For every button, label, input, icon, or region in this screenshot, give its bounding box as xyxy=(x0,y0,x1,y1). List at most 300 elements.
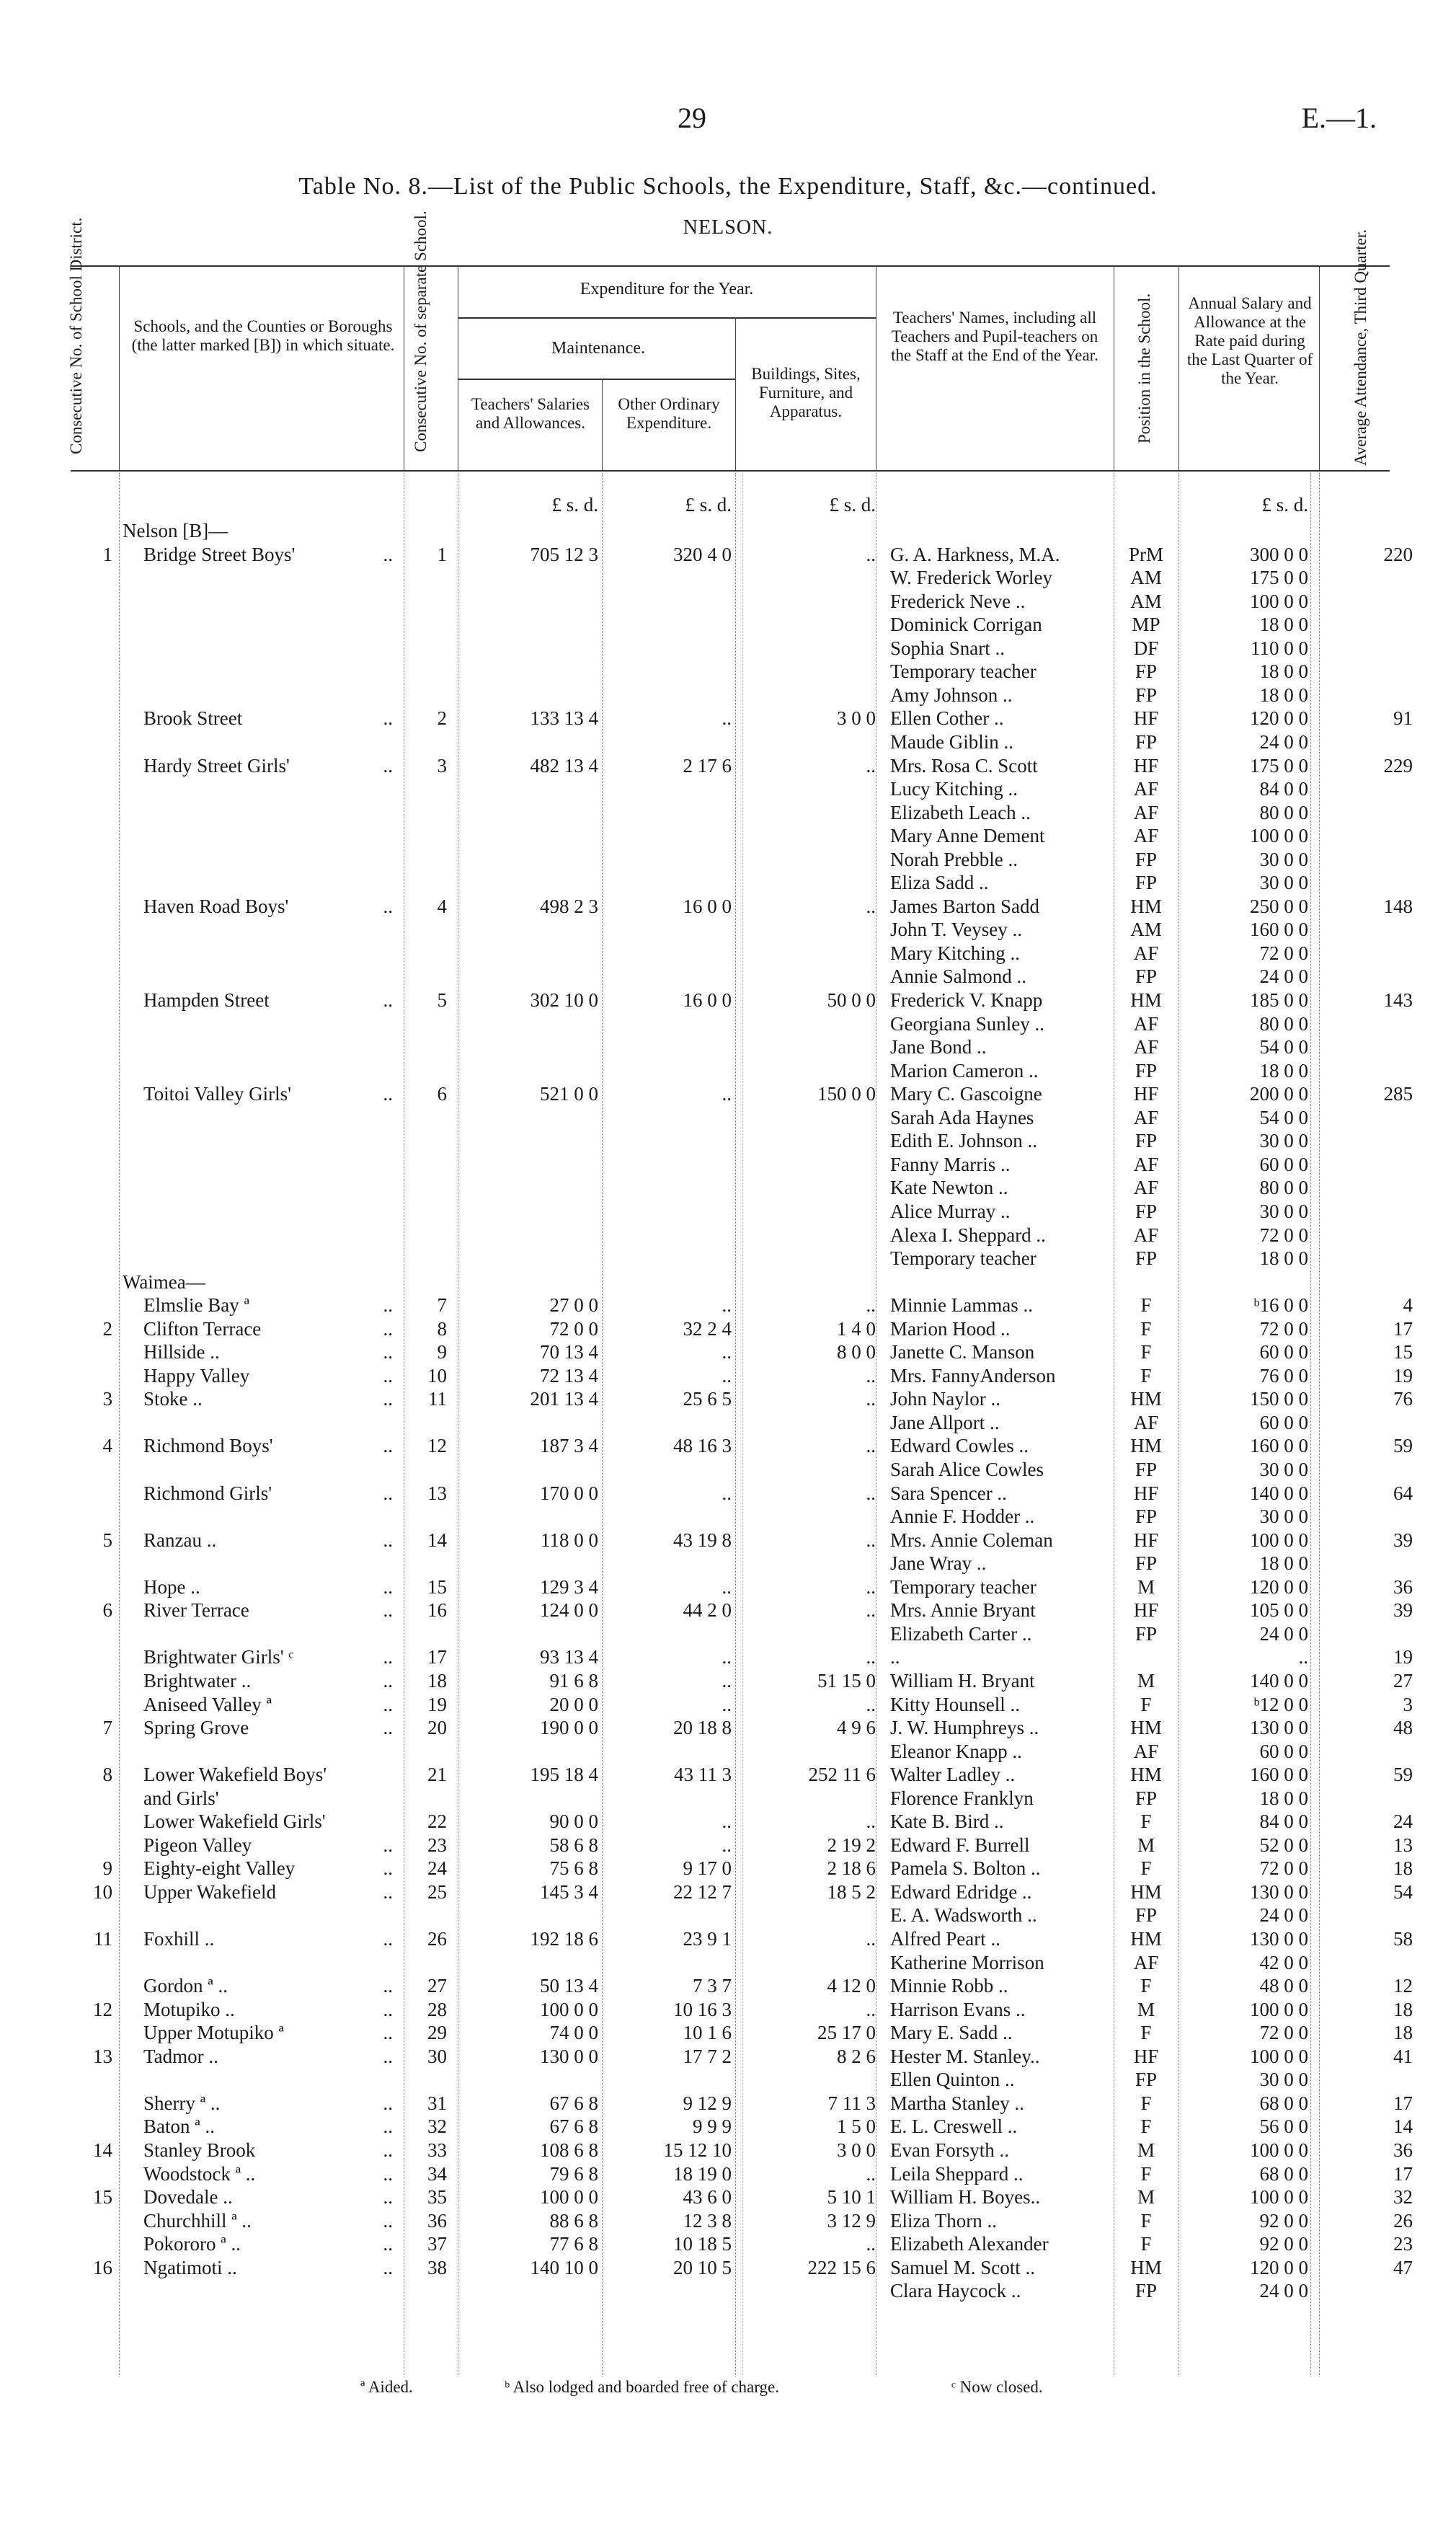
other-expenditure-cell: 22 12 7 xyxy=(673,1880,732,1903)
annual-salary-cell: 100 0 0 xyxy=(1250,1529,1308,1551)
salaries-cell: 100 0 0 xyxy=(540,2186,598,2208)
table-row xyxy=(0,2185,1456,2208)
school-name: Tadmor .. xyxy=(143,2045,218,2067)
table-row xyxy=(0,1927,1456,1950)
col-divider xyxy=(1178,265,1179,470)
annual-salary-cell: 18 0 0 xyxy=(1259,660,1308,683)
salaries-cell: 91 6 8 xyxy=(549,1669,598,1692)
salaries-cell: 302 10 0 xyxy=(530,989,598,1011)
annual-salary-cell: 80 0 0 xyxy=(1259,1177,1308,1199)
annual-salary-cell: 160 0 0 xyxy=(1250,919,1308,941)
header-teachers: Teachers' Names, including all Teachers and Pupil-teachers on the Staff at the End of the Year. xyxy=(891,309,1098,364)
teacher-name: Marion Cameron .. xyxy=(890,1059,1039,1082)
annual-salary-cell: 100 0 0 xyxy=(1250,2186,1308,2208)
table-row xyxy=(0,2068,1456,2091)
teacher-name: Amy Johnson .. xyxy=(890,684,1013,706)
buildings-cell: .. xyxy=(866,1294,876,1317)
district-no: 13 xyxy=(93,2045,112,2067)
salaries-cell: 187 3 4 xyxy=(540,1435,598,1457)
buildings-cell: 2 19 2 xyxy=(827,1834,876,1856)
buildings-cell: 18 5 2 xyxy=(827,1880,876,1903)
position-cell: F xyxy=(1140,1317,1152,1340)
other-expenditure-cell: 320 4 0 xyxy=(673,543,732,565)
school-name: Aniseed Valley ª xyxy=(143,1693,272,1715)
annual-salary-cell: 18 0 0 xyxy=(1259,1552,1308,1575)
teacher-name: Samuel M. Scott .. xyxy=(890,2256,1035,2278)
school-no: 5 xyxy=(437,989,447,1011)
school-no: 21 xyxy=(427,1764,447,1786)
other-expenditure-cell: 20 18 8 xyxy=(673,1717,732,1739)
attendance-cell: 148 xyxy=(1383,895,1413,917)
header-salaries: Teachers' Salaries and Allowances. xyxy=(471,395,590,432)
position-cell: FP xyxy=(1135,684,1158,706)
table-row xyxy=(0,1834,1456,1857)
attendance-cell: 18 xyxy=(1393,1857,1413,1880)
position-cell: HF xyxy=(1133,707,1159,730)
teacher-name: Clara Haycock .. xyxy=(890,2280,1021,2302)
school-name: Ranzau .. xyxy=(143,1529,217,1551)
table-row xyxy=(0,1270,1456,1294)
position-cell: FP xyxy=(1135,1200,1158,1222)
teacher-name: Kitty Hounsell .. xyxy=(890,1693,1020,1715)
district-no: 9 xyxy=(102,1857,112,1880)
school-no: 31 xyxy=(427,2092,447,2114)
leader-dots: .. xyxy=(383,2092,393,2114)
annual-salary-cell: 140 0 0 xyxy=(1250,1482,1308,1504)
table-row xyxy=(0,1505,1456,1528)
salaries-cell: 170 0 0 xyxy=(540,1482,598,1504)
other-expenditure-cell: 12 3 8 xyxy=(683,2209,732,2232)
school-name: Woodstock ª .. xyxy=(143,2162,256,2185)
school-no: 20 xyxy=(427,1717,447,1739)
buildings-cell: .. xyxy=(866,1388,876,1410)
annual-salary-cell: 60 0 0 xyxy=(1259,1153,1308,1175)
header-maintenance: Maintenance. xyxy=(551,339,645,358)
school-no: 16 xyxy=(427,1599,447,1622)
position-cell: AF xyxy=(1133,942,1159,964)
teacher-name: Frederick V. Knapp xyxy=(890,989,1043,1011)
table-row xyxy=(0,1200,1456,1223)
position-cell: FP xyxy=(1135,1904,1158,1927)
salaries-cell: 79 6 8 xyxy=(549,2162,598,2185)
table-row xyxy=(0,1998,1456,2021)
buildings-cell: .. xyxy=(866,1693,876,1715)
buildings-cell: .. xyxy=(866,1810,876,1833)
school-no: 25 xyxy=(427,1880,447,1903)
school-name: Hardy Street Girls' xyxy=(143,754,290,777)
position-cell: AM xyxy=(1130,919,1162,941)
position-cell: M xyxy=(1137,2186,1155,2208)
table-row xyxy=(0,2115,1456,2138)
buildings-cell: 25 17 0 xyxy=(817,2022,876,2044)
school-name: Hampden Street xyxy=(143,989,270,1011)
teacher-name: Evan Forsyth .. xyxy=(890,2139,1009,2161)
annual-salary-cell: 60 0 0 xyxy=(1259,1740,1308,1762)
annual-salary-cell: 72 0 0 xyxy=(1259,2022,1308,2044)
position-cell: M xyxy=(1137,1575,1155,1598)
position-cell: F xyxy=(1140,1294,1152,1317)
annual-salary-cell: 30 0 0 xyxy=(1259,1459,1308,1480)
buildings-cell: .. xyxy=(866,1998,876,2020)
annual-salary-cell: 56 0 0 xyxy=(1259,2115,1308,2138)
annual-salary-cell: 160 0 0 xyxy=(1250,1435,1308,1457)
salaries-cell: 140 10 0 xyxy=(530,2256,598,2278)
school-name: Richmond Boys' xyxy=(143,1435,273,1457)
school-name: River Terrace xyxy=(143,1599,249,1622)
teacher-name: John Naylor .. xyxy=(890,1388,1000,1410)
teacher-name: Annie Salmond .. xyxy=(890,965,1026,988)
teacher-name: Minnie Robb .. xyxy=(890,1975,1008,1997)
position-cell: F xyxy=(1140,1857,1152,1880)
annual-salary-cell: 92 0 0 xyxy=(1259,2209,1308,2232)
teacher-name: Frederick Neve .. xyxy=(890,590,1026,612)
teacher-name: Norah Prebble .. xyxy=(890,848,1018,870)
annual-salary-cell: 175 0 0 xyxy=(1250,567,1308,589)
teacher-name: Edward Cowles .. xyxy=(890,1435,1029,1457)
attendance-cell: 229 xyxy=(1383,754,1413,777)
school-name: and Girls' xyxy=(143,1787,219,1809)
position-cell: HM xyxy=(1130,895,1162,917)
annual-salary-cell: 68 0 0 xyxy=(1259,2162,1308,2185)
attendance-cell: 59 xyxy=(1393,1764,1413,1786)
school-name: Eighty-eight Valley xyxy=(143,1857,296,1880)
annual-salary-cell: 100 0 0 xyxy=(1250,2045,1308,2067)
school-name: Brook Street xyxy=(143,707,243,730)
other-expenditure-cell: .. xyxy=(722,707,732,730)
buildings-cell: .. xyxy=(866,1529,876,1551)
school-name: Brightwater .. xyxy=(143,1669,252,1692)
school-name: Nelson [B]— xyxy=(123,520,228,541)
position-cell: FP xyxy=(1135,1787,1158,1809)
teacher-name: Eliza Sadd .. xyxy=(890,872,989,894)
annual-salary-cell: 130 0 0 xyxy=(1250,1717,1308,1739)
table-row xyxy=(0,1693,1456,1716)
attendance-cell: 19 xyxy=(1393,1364,1413,1387)
buildings-cell: 5 10 1 xyxy=(827,2186,876,2208)
other-expenditure-cell: 44 2 0 xyxy=(683,1599,732,1622)
salaries-cell: 75 6 8 xyxy=(549,1857,598,1880)
buildings-cell: 222 15 6 xyxy=(807,2256,876,2278)
other-expenditure-cell: 20 10 5 xyxy=(673,2256,732,2278)
school-no: 32 xyxy=(427,2115,447,2138)
salaries-cell: 74 0 0 xyxy=(549,2022,598,2044)
teacher-name: Ellen Quinton .. xyxy=(890,2069,1015,2091)
teacher-name: Edward F. Burrell xyxy=(890,1834,1030,1856)
table-row xyxy=(0,1224,1456,1247)
annual-salary-cell: 60 0 0 xyxy=(1259,1411,1308,1433)
leader-dots: .. xyxy=(383,1435,393,1457)
salaries-cell: 118 0 0 xyxy=(541,1529,598,1551)
annual-salary-cell: 30 0 0 xyxy=(1259,848,1308,870)
annual-salary-cell: 48 0 0 xyxy=(1259,1975,1308,1997)
teacher-name: Mary Kitching .. xyxy=(890,942,1020,964)
position-cell: FP xyxy=(1135,1059,1158,1082)
position-cell: HM xyxy=(1130,1388,1162,1410)
leader-dots: .. xyxy=(383,2115,393,2138)
leader-dots: .. xyxy=(383,2209,393,2232)
position-cell: AF xyxy=(1133,1153,1159,1175)
annual-salary-cell: 18 0 0 xyxy=(1259,1247,1308,1270)
table-row xyxy=(0,989,1456,1012)
school-no: 30 xyxy=(427,2045,447,2067)
district-no: 11 xyxy=(94,1928,112,1950)
school-no: 4 xyxy=(437,895,447,917)
school-no: 1 xyxy=(437,543,447,565)
school-no: 11 xyxy=(428,1388,447,1410)
table-row xyxy=(0,1106,1456,1129)
position-cell: F xyxy=(1140,2209,1152,2232)
table-row xyxy=(0,754,1456,777)
leader-dots: .. xyxy=(383,2186,393,2208)
position-cell: M xyxy=(1137,1669,1155,1692)
attendance-cell: 26 xyxy=(1393,2209,1413,2232)
salaries-cell: 705 12 3 xyxy=(530,543,598,565)
attendance-cell: 64 xyxy=(1393,1482,1413,1504)
leader-dots: .. xyxy=(383,895,393,917)
annual-salary-cell: 30 0 0 xyxy=(1259,2069,1308,2091)
school-name: Churchhill ª .. xyxy=(143,2209,252,2232)
region-subtitle: NELSON. xyxy=(683,216,773,239)
annual-salary-cell: 80 0 0 xyxy=(1259,1012,1308,1035)
school-no: 35 xyxy=(427,2186,447,2208)
teacher-name: Maude Giblin .. xyxy=(890,730,1013,753)
header-buildings: Buildings, Sites, Furniture, and Apparatus. xyxy=(751,365,861,420)
teacher-name: Jane Wray .. xyxy=(890,1552,987,1575)
attendance-cell: 54 xyxy=(1393,1880,1413,1903)
table-row xyxy=(0,895,1456,918)
position-cell: AF xyxy=(1133,1224,1159,1246)
school-no: 6 xyxy=(437,1083,447,1105)
salaries-cell: 130 0 0 xyxy=(540,2045,598,2067)
other-expenditure-cell: 2 17 6 xyxy=(683,754,732,777)
school-name: Brightwater Girls' ᶜ xyxy=(143,1646,294,1668)
attendance-cell: 32 xyxy=(1393,2186,1413,2208)
teacher-name: Minnie Lammas .. xyxy=(890,1294,1033,1317)
annual-salary-cell: 84 0 0 xyxy=(1259,778,1308,800)
annual-salary-cell: 18 0 0 xyxy=(1259,684,1308,706)
teacher-name: Fanny Marris .. xyxy=(890,1153,1011,1175)
school-no: 37 xyxy=(427,2233,447,2255)
position-cell: F xyxy=(1140,2162,1152,2185)
teacher-name: Marion Hood .. xyxy=(890,1317,1011,1340)
attendance-cell: 41 xyxy=(1393,2045,1413,2067)
position-cell: HF xyxy=(1133,754,1159,777)
school-name: Gordon ª .. xyxy=(143,1975,228,1997)
school-name: Toitoi Valley Girls' xyxy=(143,1083,291,1105)
annual-salary-cell: 30 0 0 xyxy=(1259,1505,1308,1528)
table-row xyxy=(0,1482,1456,1505)
salaries-cell: 498 2 3 xyxy=(540,895,598,917)
header-annual: Annual Salary and Allowance at the Rate paid during the Last Quarter of the Year. xyxy=(1186,294,1313,387)
position-cell: F xyxy=(1140,2022,1152,2044)
attendance-cell: 18 xyxy=(1393,2022,1413,2044)
table-row xyxy=(0,1599,1456,1622)
salaries-cell: 88 6 8 xyxy=(549,2209,598,2232)
school-name: Happy Valley xyxy=(143,1364,250,1387)
school-no: 38 xyxy=(427,2256,447,2278)
leader-dots: .. xyxy=(383,1669,393,1692)
table-row xyxy=(0,707,1456,730)
header-district-no: Consecutive No. of School District. xyxy=(67,217,85,454)
salaries-cell: 70 13 4 xyxy=(540,1341,598,1363)
school-name: Stoke .. xyxy=(143,1388,203,1410)
other-expenditure-cell: 16 0 0 xyxy=(683,895,732,917)
teacher-name: Kate Newton .. xyxy=(890,1177,1008,1199)
other-expenditure-cell: .. xyxy=(722,1294,732,1317)
school-name: Upper Motupiko ª xyxy=(143,2022,284,2044)
position-cell: AF xyxy=(1133,825,1159,847)
buildings-cell: .. xyxy=(866,1435,876,1457)
other-expenditure-cell: 43 19 8 xyxy=(673,1529,732,1551)
unit-salaries: £ s. d. xyxy=(551,494,598,516)
salaries-cell: 90 0 0 xyxy=(549,1810,598,1833)
leader-dots: .. xyxy=(383,1857,393,1880)
unit-other: £ s. d. xyxy=(685,494,732,516)
attendance-cell: 4 xyxy=(1403,1294,1413,1317)
annual-salary-cell: ᵇ12 0 0 xyxy=(1253,1693,1308,1715)
leader-dots: .. xyxy=(383,2022,393,2044)
teacher-name: .. xyxy=(890,1646,900,1668)
buildings-cell: 8 0 0 xyxy=(837,1341,876,1363)
buildings-cell: .. xyxy=(866,1575,876,1598)
page-reference: E.—1. xyxy=(1301,102,1377,134)
buildings-cell: 8 2 6 xyxy=(837,2045,876,2067)
school-no: 8 xyxy=(437,1317,447,1340)
district-no: 7 xyxy=(102,1717,112,1739)
annual-salary-cell: 110 0 0 xyxy=(1251,637,1308,659)
school-name: Lower Wakefield Girls' xyxy=(143,1810,326,1833)
salaries-cell: 145 3 4 xyxy=(540,1880,598,1903)
annual-salary-cell: 76 0 0 xyxy=(1259,1364,1308,1387)
other-expenditure-cell: 18 19 0 xyxy=(673,2162,732,2185)
school-name: Lower Wakefield Boys' xyxy=(143,1764,327,1786)
table-row xyxy=(0,942,1456,965)
table-row xyxy=(0,637,1456,660)
school-name: Sherry ª .. xyxy=(143,2092,221,2114)
position-cell: FP xyxy=(1135,2069,1158,2091)
table-row xyxy=(0,1552,1456,1575)
school-name: Spring Grove xyxy=(143,1717,249,1739)
header-other: Other Ordinary Expenditure. xyxy=(618,395,720,432)
annual-salary-cell: 80 0 0 xyxy=(1259,801,1308,823)
annual-salary-cell: 185 0 0 xyxy=(1250,989,1308,1011)
header-school: Schools, and the Counties or Boroughs (the latter marked [B]) in which situate. xyxy=(131,317,395,354)
district-no: 15 xyxy=(93,2186,112,2208)
header-school-no: Consecutive No. of separate School. xyxy=(412,211,430,452)
position-cell: M xyxy=(1137,2139,1155,2161)
table-row xyxy=(0,684,1456,707)
table-row xyxy=(0,2021,1456,2044)
attendance-cell: 143 xyxy=(1383,989,1413,1011)
position-cell: HF xyxy=(1133,2045,1159,2067)
school-no: 26 xyxy=(427,1928,447,1950)
annual-salary-cell: 120 0 0 xyxy=(1250,2256,1308,2278)
district-no: 14 xyxy=(93,2139,112,2161)
teacher-name: John T. Veysey .. xyxy=(890,919,1023,941)
position-cell: F xyxy=(1140,1341,1152,1363)
buildings-cell: 252 11 6 xyxy=(808,1764,876,1786)
table-row xyxy=(0,660,1456,683)
school-no: 12 xyxy=(427,1435,447,1457)
annual-salary-cell: 68 0 0 xyxy=(1259,2092,1308,2114)
table-row xyxy=(0,1810,1456,1833)
leader-dots: .. xyxy=(383,1317,393,1340)
teacher-name: Alice Murray .. xyxy=(890,1200,1011,1222)
school-no: 17 xyxy=(427,1646,447,1668)
attendance-cell: 39 xyxy=(1393,1599,1413,1622)
other-expenditure-cell: 17 7 2 xyxy=(683,2045,732,2067)
header-expenditure: Expenditure for the Year. xyxy=(580,280,754,299)
attendance-cell: 13 xyxy=(1393,1834,1413,1856)
school-no: 7 xyxy=(437,1294,447,1317)
teacher-name: Georgiana Sunley .. xyxy=(890,1012,1044,1035)
leader-dots: .. xyxy=(383,2256,393,2278)
attendance-cell: 15 xyxy=(1393,1341,1413,1363)
position-cell: AF xyxy=(1133,1951,1159,1973)
table-row xyxy=(0,1129,1456,1152)
other-expenditure-cell: .. xyxy=(722,1693,732,1715)
teacher-name: J. W. Humphreys .. xyxy=(890,1717,1039,1739)
position-cell: DF xyxy=(1133,637,1159,659)
annual-salary-cell: 105 0 0 xyxy=(1250,1599,1308,1622)
teacher-name: Janette C. Manson xyxy=(890,1341,1035,1363)
district-no: 6 xyxy=(102,1599,112,1622)
salaries-cell: 133 13 4 xyxy=(530,707,598,730)
expenditure-rule xyxy=(458,317,876,319)
position-cell: FP xyxy=(1135,1130,1158,1152)
school-no: 10 xyxy=(427,1364,447,1387)
leader-dots: .. xyxy=(383,1880,393,1903)
position-cell: FP xyxy=(1135,1552,1158,1575)
attendance-cell: 48 xyxy=(1393,1717,1413,1739)
teacher-name: Eliza Thorn .. xyxy=(890,2209,997,2232)
teacher-name: William H. Boyes.. xyxy=(890,2186,1041,2208)
attendance-cell: 91 xyxy=(1393,707,1413,730)
teacher-name: Alfred Peart .. xyxy=(890,1928,1000,1950)
teacher-name: Alexa I. Sheppard .. xyxy=(890,1224,1046,1246)
position-cell: F xyxy=(1140,1693,1152,1715)
position-cell: FP xyxy=(1135,965,1158,988)
table-row xyxy=(0,777,1456,800)
table-row xyxy=(0,1059,1456,1082)
salaries-cell: 67 6 8 xyxy=(549,2115,598,2138)
attendance-cell: 36 xyxy=(1393,2139,1413,2161)
table-row xyxy=(0,2279,1456,2302)
unit-annual: £ s. d. xyxy=(1261,494,1308,516)
leader-dots: .. xyxy=(383,1834,393,1856)
teacher-name: Mary E. Sadd .. xyxy=(890,2022,1013,2044)
teacher-name: Temporary teacher xyxy=(890,1575,1036,1598)
teacher-name: James Barton Sadd xyxy=(890,895,1039,917)
annual-salary-cell: 100 0 0 xyxy=(1250,1998,1308,2020)
leader-dots: .. xyxy=(383,1083,393,1105)
position-cell: F xyxy=(1140,1810,1152,1833)
annual-salary-cell: 52 0 0 xyxy=(1259,1834,1308,1856)
school-name: Haven Road Boys' xyxy=(143,895,289,917)
table-row xyxy=(0,2045,1456,2068)
leader-dots: .. xyxy=(383,707,393,730)
position-cell: FP xyxy=(1135,872,1158,894)
position-cell: FP xyxy=(1135,2280,1158,2302)
table-row xyxy=(0,1951,1456,1974)
teacher-name: Mrs. Annie Coleman xyxy=(890,1529,1053,1551)
unit-buildings: £ s. d. xyxy=(829,494,876,516)
header-position: Position in the School. xyxy=(1135,293,1153,444)
school-no: 22 xyxy=(427,1810,447,1833)
leader-dots: .. xyxy=(383,989,393,1011)
annual-salary-cell: 24 0 0 xyxy=(1259,730,1308,753)
table-row xyxy=(0,918,1456,941)
